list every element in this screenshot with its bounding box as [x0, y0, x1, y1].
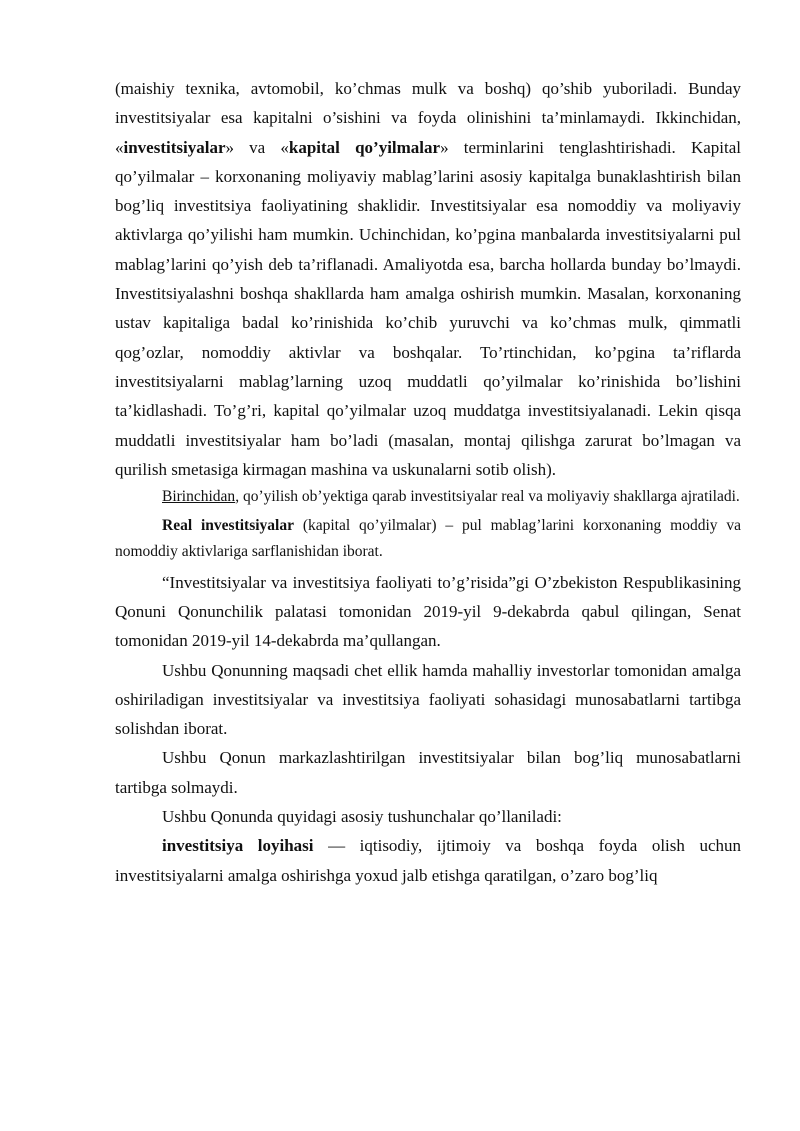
paragraph-1: [115, 74, 741, 484]
birinchidan-underlined: Birinchidan: [162, 488, 236, 506]
term-investitsiyalar: investitsiyalar: [123, 137, 226, 157]
paragraph-3-text: (kapital qo’yilmalar) – pul mablag’larini korxonaning moddiy va nomoddiy aktivlariga sarflanishidan iborat.: [115, 516, 742, 561]
paragraph-2: [115, 484, 741, 511]
paragraph-1-text: (maishiy texnika, avtomobil, ko’chmas mulk va boshq) qo’shib yuboriladi. Bunday investitsiyalar esa kapitalni o’sishini va foyda olinishini ta’minlamaydi. Ikkinchidan, «: [115, 79, 741, 157]
paragraph-6: Ushbu Qonun markazlashtirilgan investitsiyalar bilan bog’liq munosabatlarni tartibga solmaydi.: [115, 748, 741, 797]
paragraph-4: “Investitsiyalar va investitsiya faoliyati to’g’risida”gi O’zbekiston Respublikasining Qonuni Qonunchilik palatasi tomonidan 2019-yil 9-dekabrda qabul qilingan, Senat tomonidan 2019-yil 14-dekabrda ma’qullangan.: [115, 572, 741, 651]
paragraph-1-mid: » va «: [225, 137, 289, 157]
paragraph-2-text: , qo’yilish ob’yektiga qarab investitsiyalar real va moliyaviy shakllarga ajratiladi.: [235, 488, 740, 506]
paragraph-8: [115, 831, 741, 890]
paragraph-5: Ushbu Qonunning maqsadi chet ellik hamda mahalliy investorlar tomonidan amalga oshiriladigan investitsiyalar va investitsiya faoliyati sohasidagi munosabatlarni tartibga solishdan iborat.: [115, 660, 741, 739]
paragraph-1-end: » terminlarini tenglashtirishadi. Kapital qo’yilmalar – korxonaning moliyaviy mablag’larini asosiy kapitalga bunaklashtirish bilan bog’liq investitsiya faoliyatining shaklidir. Investitsiyalar esa nomoddiy va moliyaviy aktivlarga qo’yilishi ham mumkin. Uchinchidan, ko’pgina manbalarda investitsiyalarni pul mablag’larini qo’yish deb ta’riflanadi. Amaliyotda esa, barcha hollarda bunday bo’lmaydi. Investitsiyalashni boshqa shakllarda ham amalga oshirish mumkin. Masalan, korxonaning ustav kapitaliga badal ko’rinishida ko’chib yuruvchi va ko’chmas mulk, qimmatli qog’ozlar, nomoddiy aktivlar va boshqalar. To’rtinchidan, ko’pgina ta’riflarda investitsiyalarni mablag’larning uzoq muddatli qo’yilmalar ko’rinishida bo’lishini ta’kidlashadi. To’g’ri, kapital qo’yilmalar uzoq muddatga investitsiyalanadi. Lekin qisqa muddatli investitsiyalar ham bo’ladi (masalan, montaj qilishga zarurat bo’lmagan va qurilish smetasiga kirmagan mashina va uskunalarni sotib olish).: [115, 137, 741, 479]
paragraph-3: [115, 513, 741, 566]
paragraph-8-text: — iqtisodiy, ijtimoiy va boshqa foyda olish uchun investitsiyalarni amalga oshirishga yoxud jalb etishga qaratilgan, o’zaro bog’liq: [115, 836, 742, 885]
term-investitsiya-loyihasi: investitsiya loyihasi: [162, 836, 314, 856]
term-real-investitsiyalar: Real investitsiyalar: [162, 516, 294, 534]
paragraph-7: Ushbu Qonunda quyidagi asosiy tushunchalar qo’llaniladi:: [162, 807, 562, 827]
document-body: [115, 74, 741, 890]
term-kapital-qoyilmalar: kapital qo’yilmalar: [288, 137, 441, 157]
